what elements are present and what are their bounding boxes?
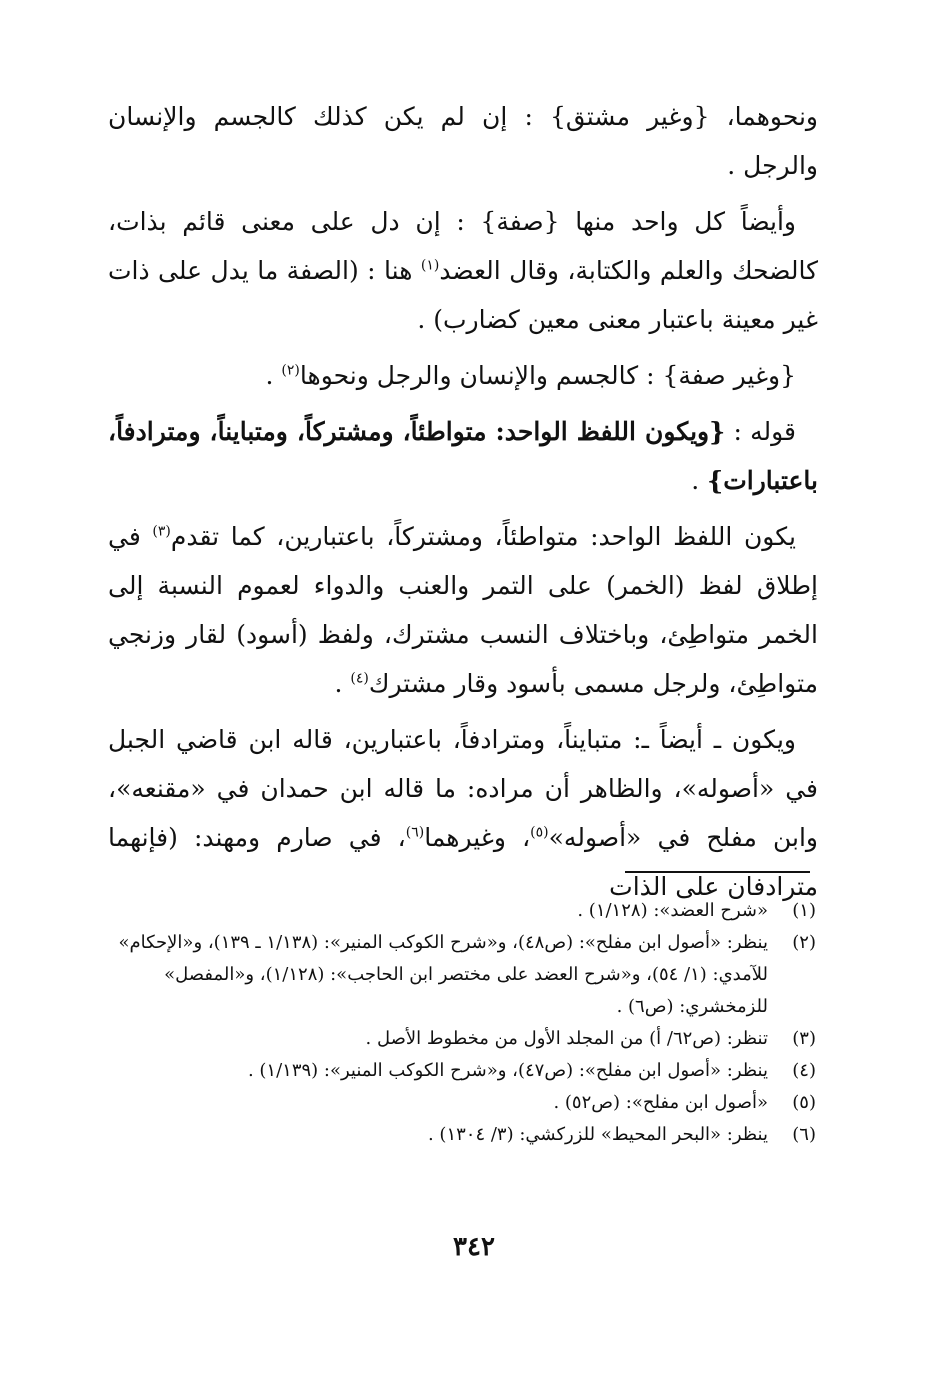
paragraph-6-text-a: ويكون ـ أيضاً ـ: متبايناً، ومترادفاً، باعتبارين، قاله ابن قاضي الجبل في «أصوله»، والظاهر أن مراده: ما قاله ابن حمدان في «مقنعه»، وابن مفلح في «أصوله» bbox=[108, 725, 818, 852]
paragraph-5-text-a: يكون اللفظ الواحد: متواطئاً، ومشتركاً، باعتبارين، كما تقدم bbox=[170, 522, 796, 551]
footnote-text: ينظر: «أصول ابن مفلح»: (ص٤٧)، و«شرح الكوكب المنير»: (١/١٣٩) . bbox=[247, 1060, 768, 1081]
paragraph-4-text-a: قوله : bbox=[725, 417, 796, 446]
paragraph-3 bbox=[108, 351, 818, 400]
footnote-item bbox=[100, 927, 816, 1023]
footnote-ref-6[interactable]: (٦) bbox=[405, 824, 425, 841]
paragraph-6 bbox=[108, 715, 818, 911]
footnote-number: (٣) bbox=[792, 1028, 816, 1049]
footnote-text: ينظر: «أصول ابن مفلح»: (ص٤٨)، و«شرح الكوكب المنير»: (١/١٣٨ ـ ١٣٩)، و«الإحكام» للآمدي: (١/ ٥٤)، و«شرح العضد على مختصر ابن الحاجب»: (١/١٢٨)، و«المفصل» للزمخشري: (ص٦) . bbox=[118, 932, 768, 1017]
paragraph-4 bbox=[108, 407, 818, 505]
paragraph-2 bbox=[108, 197, 818, 344]
paragraph-1 bbox=[108, 92, 818, 190]
footnote-ref-5[interactable]: (٥) bbox=[530, 824, 549, 841]
footnote-text: «شرح العضد»: (١/١٢٨) . bbox=[577, 900, 768, 921]
paragraph-6-text-c: ، في صارم ومهند: (فإنهما مترادفان على الذات bbox=[108, 823, 818, 901]
footnote-separator bbox=[625, 871, 810, 873]
footnote-item bbox=[100, 1119, 816, 1151]
footnotes bbox=[100, 895, 816, 1151]
paragraph-3-text-b: . bbox=[265, 361, 282, 390]
matn-quote: {ويكون اللفظ الواحد: متواطئاً، ومشتركاً، ومتبايناً، ومترادفاً، باعتبارات} bbox=[108, 417, 818, 495]
paragraph-4-text-b: . bbox=[691, 466, 708, 495]
footnote-ref-3[interactable]: (٣) bbox=[152, 523, 171, 540]
main-text bbox=[108, 92, 818, 911]
paragraph-1-text: ونحوهما، {وغير مشتق} : إن لم يكن كذلك كالجسم والإنسان والرجل . bbox=[108, 102, 818, 180]
footnote-ref-2[interactable]: (٢) bbox=[281, 362, 300, 379]
footnote-ref-1[interactable]: (١) bbox=[420, 257, 440, 274]
paragraph-2-text-b: هنا : (الصفة ما يدل على ذات غير معينة باعتبار معنى معين كضارب) . bbox=[108, 256, 818, 334]
footnote-item bbox=[100, 895, 816, 927]
footnote-number: (٦) bbox=[792, 1124, 816, 1145]
page-number: ٣٤٢ bbox=[453, 1232, 495, 1262]
paragraph-6-text-b: ، وغيرهما bbox=[424, 823, 531, 852]
paragraph-5 bbox=[108, 512, 818, 708]
footnote-number: (٢) bbox=[792, 932, 816, 953]
footnote-ref-4[interactable]: (٤) bbox=[350, 670, 369, 687]
paragraph-5-text-c: . bbox=[334, 669, 351, 698]
footnote-item bbox=[100, 1023, 816, 1055]
footnote-number: (١) bbox=[792, 900, 816, 921]
footnote-item bbox=[100, 1087, 816, 1119]
footnote-number: (٥) bbox=[792, 1092, 816, 1113]
paragraph-5-text-b: في إطلاق لفظ (الخمر) على التمر والعنب والدواء لعموم النسبة إلى الخمر متواطِئ، وباختلاف النسب مشترك، ولفظ (أسود) لقار وزنجي متواطِئ، ولرجل مسمى بأسود وقار مشترك bbox=[108, 522, 818, 698]
footnote-text: ينظر: «البحر المحيط» للزركشي: (٣/ ١٣٠٤) . bbox=[427, 1124, 768, 1145]
paragraph-2-text-a: وأيضاً كل واحد منها {صفة} : إن دل على معنى قائم بذات، كالضحك والعلم والكتابة، وقال العضد bbox=[108, 207, 818, 285]
footnote-text: «أصول ابن مفلح»: (ص٥٢) . bbox=[553, 1092, 768, 1113]
footnote-number: (٤) bbox=[792, 1060, 816, 1081]
footnote-text: تنظر: (ص٦٢/ أ) من المجلد الأول من مخطوط الأصل . bbox=[365, 1028, 768, 1049]
paragraph-3-text-a: {وغير صفة} : كالجسم والإنسان والرجل ونحوها bbox=[299, 361, 796, 390]
footnote-item bbox=[100, 1055, 816, 1087]
